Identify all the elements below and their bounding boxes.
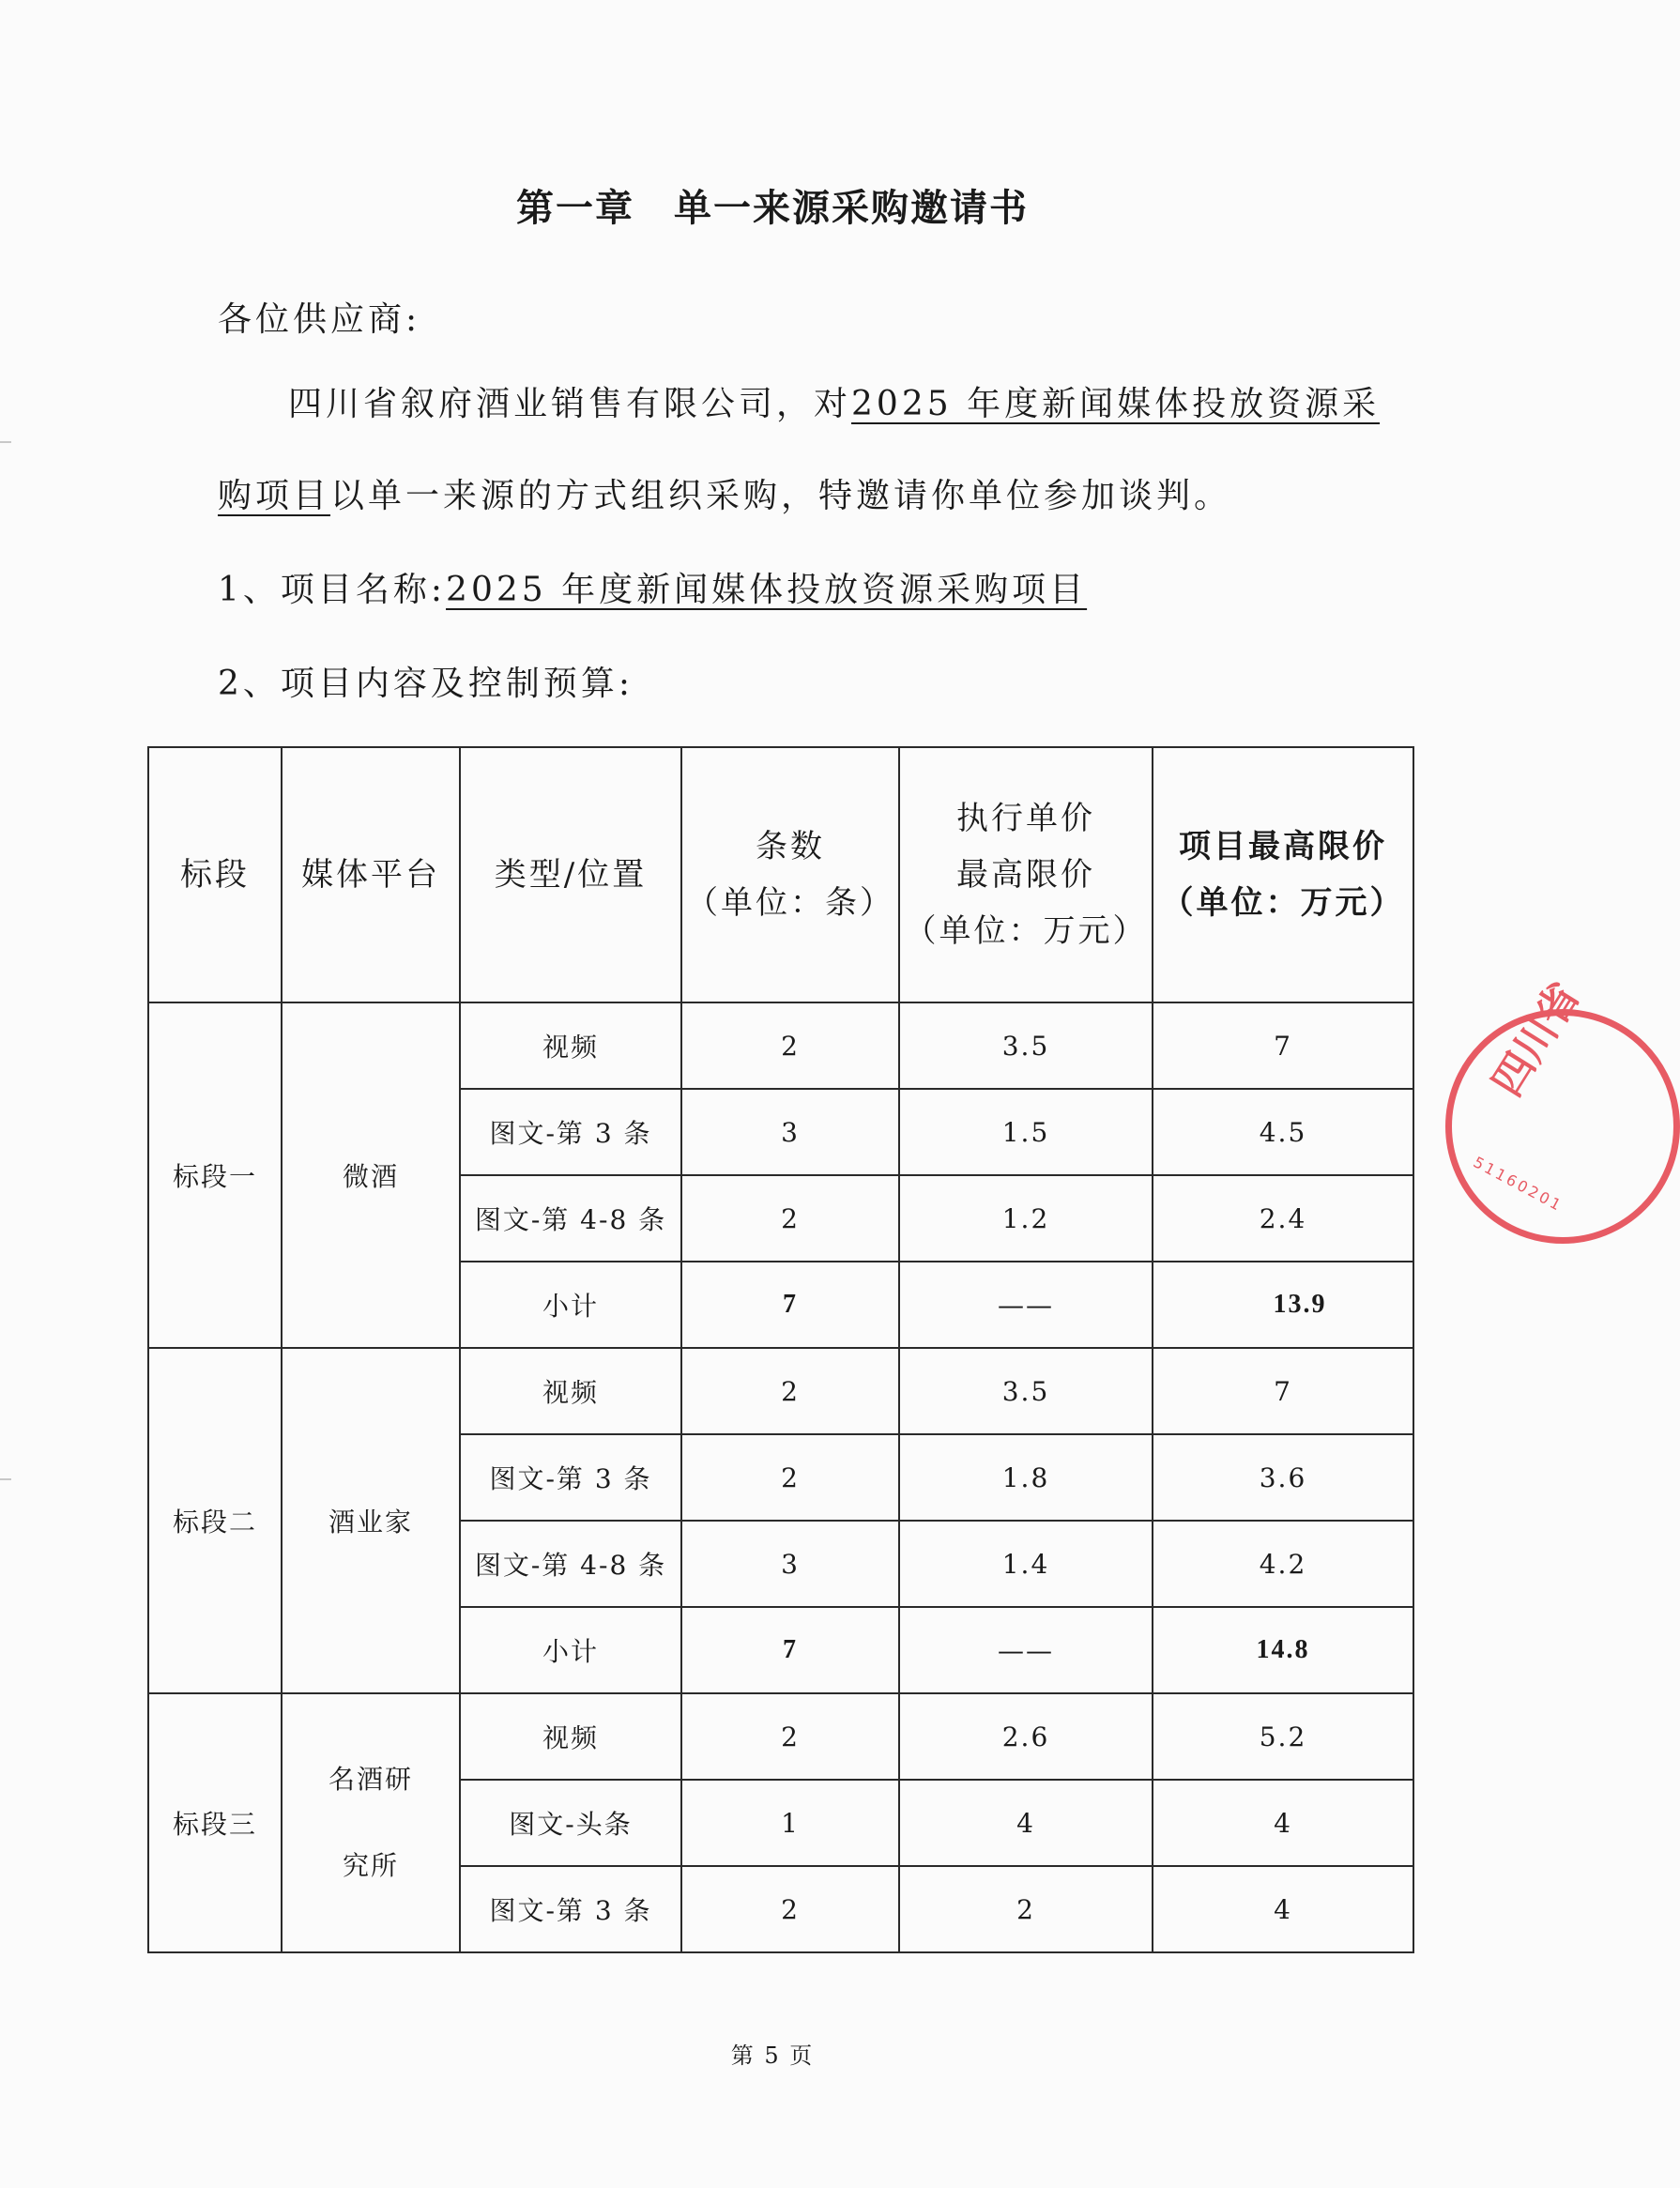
intro-text: 四川省叙府酒业销售有限公司，对: [288, 385, 852, 423]
max-price-cell: 7: [1153, 1002, 1413, 1089]
max-price-cell: 7: [1153, 1348, 1413, 1434]
unit-price-cell: 1.5: [899, 1089, 1153, 1175]
intro-line-2: [218, 469, 1231, 517]
type-cell: 图文-第 4-8 条: [460, 1175, 681, 1262]
count-cell: 2: [681, 1175, 899, 1262]
unit-price-cell: 3.5: [899, 1002, 1153, 1089]
count-cell: 2: [681, 1434, 899, 1521]
max-price-cell: 5.2: [1153, 1693, 1413, 1780]
platform-cell: [282, 1693, 460, 1952]
count-cell: 2: [681, 1002, 899, 1089]
max-price-cell: 4.5: [1153, 1089, 1413, 1175]
max-price-cell: 2.4: [1153, 1175, 1413, 1262]
item-value: 2025 年度新闻媒体投放资源采购项目: [446, 571, 1088, 609]
max-price-cell: 3.6: [1153, 1434, 1413, 1521]
header-type: 类型/位置: [460, 747, 681, 1002]
subtotal-label: 小计: [460, 1607, 681, 1693]
subtotal-count: 7: [681, 1262, 899, 1348]
unit-price-cell: 1.4: [899, 1521, 1153, 1607]
type-cell: 视频: [460, 1348, 681, 1434]
unit-price-cell: 2: [899, 1866, 1153, 1952]
type-cell: 图文-头条: [460, 1780, 681, 1866]
subtotal-max: 13.9: [1153, 1262, 1413, 1348]
unit-price-cell: 2.6: [899, 1693, 1153, 1780]
platform-cell: 酒业家: [282, 1348, 460, 1693]
header-count-title: 条数: [756, 828, 825, 865]
max-price-cell: 4: [1153, 1780, 1413, 1866]
header-unit-price-l1: 执行单价: [956, 800, 1095, 837]
subtotal-max: 14.8: [1153, 1607, 1413, 1693]
section-cell: 标段二: [148, 1348, 282, 1693]
count-cell: 2: [681, 1693, 899, 1780]
unit-price-cell: 4: [899, 1780, 1153, 1866]
project-name-underlined: 2025 年度新闻媒体投放资源采: [851, 385, 1381, 423]
section-cell: 标段三: [148, 1693, 282, 1952]
intro-line-1: [288, 377, 1380, 425]
type-cell: 视频: [460, 1693, 681, 1780]
type-cell: 视频: [460, 1002, 681, 1089]
item-label: 1、项目名称:: [218, 571, 447, 609]
unit-price-cell: 3.5: [899, 1348, 1153, 1434]
company-seal-stamp: [1445, 973, 1680, 1244]
type-cell: 图文-第 3 条: [460, 1434, 681, 1521]
type-cell: 图文-第 3 条: [460, 1089, 681, 1175]
header-max-title: 项目最高限价: [1179, 828, 1387, 865]
platform-cell: 微酒: [282, 1002, 460, 1348]
count-cell: 2: [681, 1348, 899, 1434]
item-content-budget: 2、项目内容及控制预算:: [218, 665, 634, 703]
seal-text: 四川省: [1483, 973, 1590, 1105]
platform-line: 究所: [342, 1850, 399, 1881]
subtotal-unit-price: ——: [899, 1262, 1153, 1348]
type-cell: 图文-第 3 条: [460, 1866, 681, 1952]
scan-edge-mark: [0, 1478, 11, 1480]
header-count-unit: （单位：条）: [686, 884, 894, 922]
header-section: 标段: [148, 747, 282, 1002]
unit-price-cell: 1.8: [899, 1434, 1153, 1521]
count-cell: 2: [681, 1866, 899, 1952]
seal-code: 51160201: [1470, 1153, 1566, 1216]
section-cell: 标段一: [148, 1002, 282, 1348]
table-row: [148, 1002, 1413, 1089]
platform-line: 名酒研: [328, 1764, 413, 1795]
subtotal-label: 小计: [460, 1262, 681, 1348]
type-cell: 图文-第 4-8 条: [460, 1521, 681, 1607]
intro-text-cont: 以单一来源的方式组织采购，特邀请你单位参加谈判。: [330, 477, 1232, 515]
page-number: 第 5 页: [730, 2043, 815, 2069]
project-name-underlined-cont: 购项目: [218, 477, 331, 515]
table-row: [148, 1693, 1413, 1780]
count-cell: 3: [681, 1521, 899, 1607]
header-unit-price-l2: 最高限价: [956, 856, 1095, 894]
scan-edge-mark: [0, 441, 11, 443]
table-header-row: [148, 747, 1413, 1002]
table-row: [148, 1348, 1413, 1434]
header-unit-price-unit: （单位：万元）: [904, 912, 1148, 950]
header-max-price: [1153, 747, 1413, 1002]
budget-table: [147, 746, 1414, 1953]
max-price-cell: 4: [1153, 1866, 1413, 1952]
count-cell: 1: [681, 1780, 899, 1866]
subtotal-count: 7: [681, 1607, 899, 1693]
header-max-unit: （单位：万元）: [1161, 884, 1405, 922]
count-cell: 3: [681, 1089, 899, 1175]
item-project-name: [218, 563, 1087, 611]
unit-price-cell: 1.2: [899, 1175, 1153, 1262]
greeting: 各位供应商:: [218, 300, 421, 339]
chapter-title: 第一章 单一来源采购邀请书: [516, 187, 1029, 230]
max-price-cell: 4.2: [1153, 1521, 1413, 1607]
header-platform: 媒体平台: [282, 747, 460, 1002]
header-count: [681, 747, 899, 1002]
subtotal-unit-price: ——: [899, 1607, 1153, 1693]
header-unit-price: [899, 747, 1153, 1002]
